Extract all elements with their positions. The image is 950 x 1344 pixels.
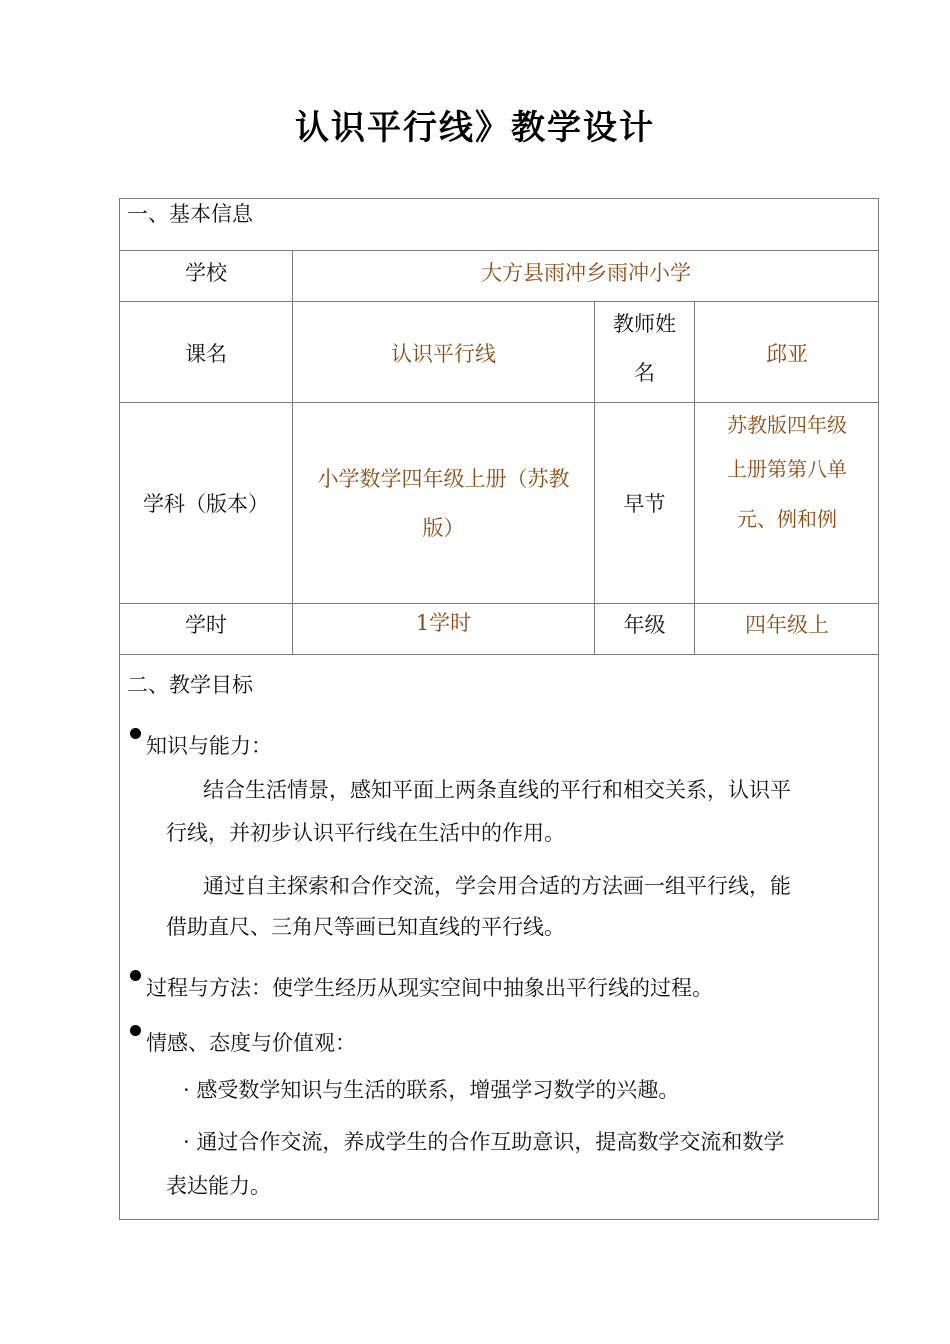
emotion-item-2-line1: · 通过合作交流，养成学生的合作互助意识，提高数学交流和数学	[183, 1130, 785, 1154]
bullet-icon	[130, 970, 141, 981]
section-teaching-goals-header: 二、教学目标	[127, 673, 253, 697]
process-goal: 过程与方法：使学生经历从现实空间中抽象出平行线的过程。	[146, 976, 713, 1000]
teacher-label-line2: 名	[634, 361, 655, 385]
bullet-icon	[130, 728, 141, 739]
section-basic-info-header: 一、基本信息	[127, 202, 253, 226]
knowledge-p1-line1: 结合生活情景，感知平面上两条直线的平行和相交关系，认识平	[203, 778, 791, 802]
chapter-value-line2: 上册第第八单	[727, 457, 847, 481]
row-divider	[119, 250, 879, 251]
column-divider	[594, 301, 595, 654]
school-label: 学校	[185, 261, 227, 285]
chapter-label: 早节	[623, 492, 666, 516]
chapter-value-line3: 元、例和例	[737, 507, 837, 531]
course-value: 认识平行线	[391, 342, 496, 366]
knowledge-p1-line2: 行线，并初步认识平行线在生活中的作用。	[166, 821, 565, 845]
course-label: 课名	[185, 342, 227, 366]
row-divider	[119, 603, 879, 604]
row-divider	[119, 301, 879, 302]
chapter-value-line1: 苏教版四年级	[727, 413, 847, 437]
subject-value-line2: 版）	[422, 516, 465, 540]
hours-value: 1学时	[415, 611, 472, 635]
knowledge-p2-line2: 借助直尺、三角尺等画已知直线的平行线。	[166, 915, 565, 939]
teacher-value: 邱亚	[766, 342, 808, 366]
row-divider	[119, 654, 879, 655]
bullet-icon	[130, 1025, 141, 1036]
hours-label: 学时	[185, 613, 227, 637]
emotion-item-2-line2: 表达能力。	[166, 1174, 271, 1198]
grade-value: 四年级上	[745, 613, 829, 637]
row-divider	[119, 402, 879, 403]
subject-label: 学科（版本）	[143, 492, 269, 516]
knowledge-p2-line1: 通过自主探索和合作交流，学会用合适的方法画一组平行线，能	[203, 874, 791, 898]
knowledge-heading: 知识与能力：	[146, 734, 272, 758]
school-value: 大方县雨冲乡雨冲小学	[481, 261, 691, 285]
document-title: 认识平行线》教学设计	[295, 108, 655, 148]
teacher-label-line1: 教师姓	[613, 312, 676, 336]
emotion-item-1: · 感受数学知识与生活的联系，增强学习数学的兴趣。	[183, 1078, 680, 1102]
column-divider	[292, 250, 293, 654]
grade-label: 年级	[623, 613, 666, 637]
emotion-heading: 情感、态度与价值观：	[146, 1031, 356, 1055]
subject-value-line1: 小学数学四年级上册（苏教	[317, 467, 570, 491]
